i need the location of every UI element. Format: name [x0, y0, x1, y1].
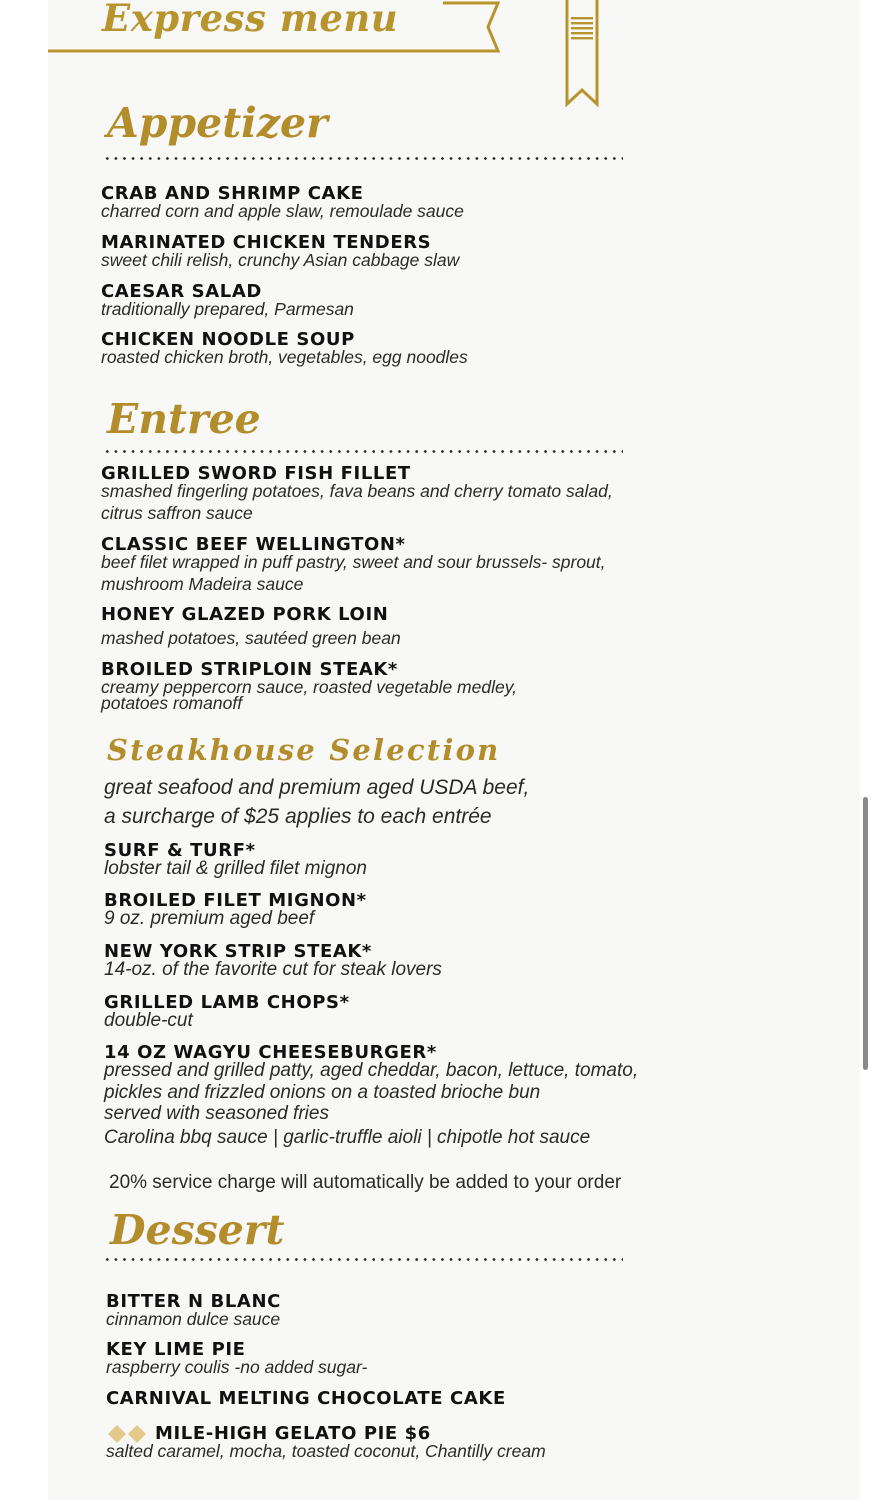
item-description: served with seasoned fries: [104, 1103, 329, 1124]
steakhouse-intro-line: great seafood and premium aged USDA beef,: [104, 776, 530, 799]
menu-item: [104, 1043, 638, 1148]
dotted-divider: [103, 450, 623, 453]
service-charge-note: 20% service charge will automatically be added to your order: [109, 1172, 622, 1193]
item-name: CHICKEN NOODLE SOUP: [101, 329, 355, 350]
menu-item: [101, 605, 401, 650]
menu-item: [104, 891, 367, 930]
item-description: pressed and grilled patty, aged cheddar, bacon, lettuce, tomato,: [104, 1060, 639, 1081]
menu-item: [101, 535, 606, 595]
item-description: raspberry coulis -no added sugar-: [106, 1357, 368, 1377]
menu-item: [106, 1292, 281, 1331]
steakhouse-intro-line: a surcharge of $25 applies to each entrée: [104, 805, 492, 828]
item-description: beef filet wrapped in puff pastry, sweet and sour brussels- sprout,: [101, 552, 606, 572]
section-title-dessert: Dessert: [110, 1206, 285, 1254]
menu-item: [101, 233, 459, 272]
menu-item: [101, 330, 468, 369]
item-name: MARINATED CHICKEN TENDERS: [101, 232, 432, 253]
menu-item: [106, 1340, 367, 1379]
item-name: CAESAR SALAD: [101, 281, 262, 302]
item-name: BROILED FILET MIGNON*: [104, 890, 367, 911]
item-name: SURF & TURF*: [104, 840, 256, 861]
dotted-divider: [103, 157, 623, 160]
section-title-entree: Entree: [107, 395, 261, 443]
item-name: 14 OZ WAGYU CHEESEBURGER*: [104, 1042, 437, 1063]
item-description: sweet chili relish, crunchy Asian cabbage slaw: [101, 250, 460, 270]
menu-item: [101, 660, 517, 714]
scrollbar-thumb[interactable]: [863, 797, 868, 1070]
menu-item: [104, 993, 350, 1032]
item-description: lobster tail & grilled filet mignon: [104, 858, 367, 879]
item-name: CLASSIC BEEF WELLINGTON*: [101, 534, 406, 555]
menu-item: [101, 184, 464, 223]
section-title-steakhouse: Steakhouse Selection: [107, 733, 501, 767]
item-description: 14-oz. of the favorite cut for steak lovers: [104, 959, 442, 980]
item-name: HONEY GLAZED PORK LOIN: [101, 604, 389, 625]
item-description: mashed potatoes, sautéed green bean: [101, 628, 401, 648]
item-name: BROILED STRIPLOIN STEAK*: [101, 659, 398, 680]
item-description: creamy peppercorn sauce, roasted vegetable medley,: [101, 677, 518, 697]
section-title-appetizer: Appetizer: [107, 99, 328, 147]
item-description: mushroom Madeira sauce: [101, 573, 304, 594]
item-description: Carolina bbq sauce | garlic-truffle aioli | chipotle hot sauce: [104, 1126, 591, 1148]
item-description: salted caramel, mocha, toasted coconut, Chantilly cream: [106, 1441, 546, 1461]
item-description: traditionally prepared, Parmesan: [101, 299, 354, 319]
item-description: 9 oz. premium aged beef: [104, 908, 315, 929]
header-banner: [48, 0, 500, 52]
item-description: roasted chicken broth, vegetables, egg noodles: [101, 347, 468, 367]
item-name: BITTER N BLANC: [106, 1291, 281, 1312]
item-name: GRILLED SWORD FISH FILLET: [101, 463, 411, 484]
item-name: KEY LIME PIE: [106, 1339, 246, 1360]
item-name: GRILLED LAMB CHOPS*: [104, 992, 350, 1013]
menu-item: [101, 282, 354, 321]
item-name: MILE-HIGH GELATO PIE $6: [155, 1423, 431, 1444]
item-description: potatoes romanoff: [101, 692, 243, 713]
item-description: citrus saffron sauce: [101, 502, 253, 523]
item-name: CARNIVAL MELTING CHOCOLATE CAKE: [106, 1388, 506, 1409]
menu-item: [104, 841, 367, 880]
item-description: double-cut: [104, 1010, 193, 1031]
menu-item: [101, 464, 613, 524]
item-description: smashed fingerling potatoes, fava beans and cherry tomato salad,: [101, 481, 613, 501]
menu-item: [106, 1424, 546, 1463]
item-description: charred corn and apple slaw, remoulade sauce: [101, 201, 464, 221]
dotted-divider: [103, 1258, 623, 1261]
bookmark-icon: [563, 0, 601, 108]
item-description: pickles and frizzled onions on a toasted brioche bun: [104, 1081, 541, 1103]
menu-item: [106, 1389, 506, 1408]
item-name: CRAB AND SHRIMP CAKE: [101, 183, 364, 204]
item-name: NEW YORK STRIP STEAK*: [104, 941, 372, 962]
menu-title: Express menu: [102, 0, 399, 40]
menu-item: [104, 942, 442, 981]
item-description: cinnamon dulce sauce: [106, 1309, 281, 1329]
